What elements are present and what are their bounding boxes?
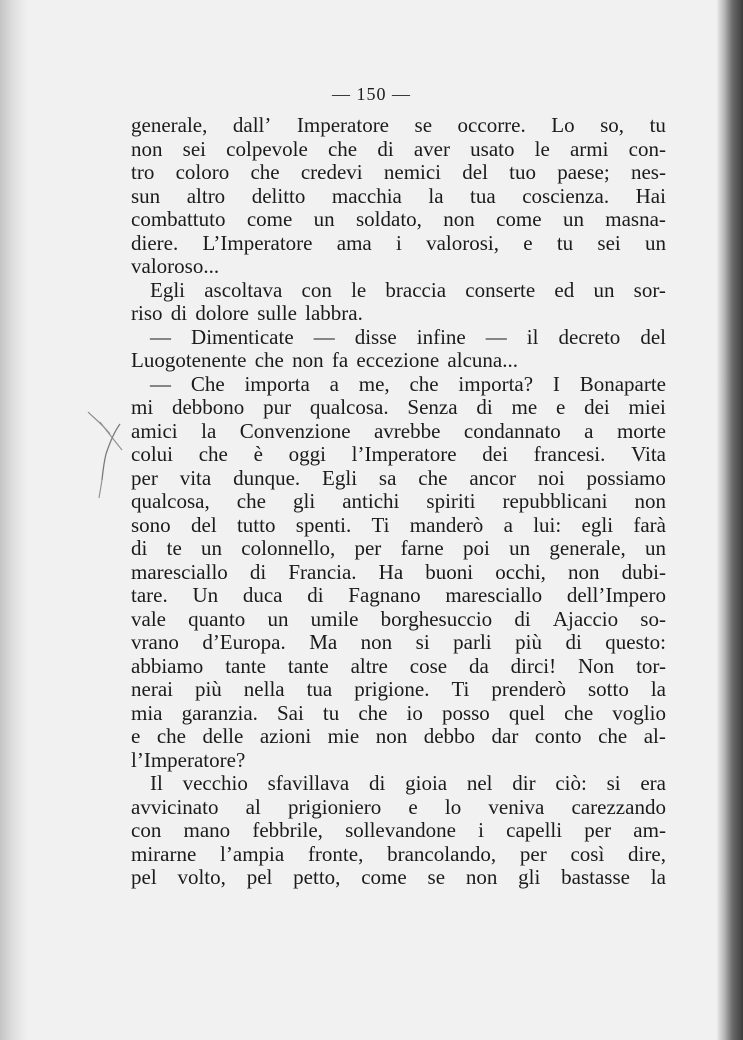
page-number: — 150 — [332, 84, 411, 104]
text-line: con mano febbrile, sollevandone i capelli per am- [131, 818, 666, 842]
text-line: l’Imperatore? [131, 747, 246, 772]
text-line: colui che è oggi l’Imperatore dei francesi. Vita [131, 442, 666, 466]
text-line: di te un colonnello, per farne poi un generale, un [131, 536, 666, 560]
text-line: Luogotenente che non fa eccezione alcuna... [131, 348, 518, 372]
text-line: maresciallo di Francia. Ha buoni occhi, non dubi- [131, 559, 666, 584]
text-line: — Che importa a me, che importa? I Bonaparte [150, 371, 666, 396]
text-line: pel volto, pel petto, come se non gli bastasse la [131, 865, 666, 889]
text-line: amici la Convenzione avrebbe condannato a morte [131, 418, 666, 443]
text-line: vrano d’Europa. Ma non si parli più di questo: [131, 630, 666, 654]
text-line: — Dimenticate — disse infine — il decreto del [150, 324, 666, 349]
text-line: vale quanto un umile borghesuccio di Ajaccio so- [131, 606, 666, 631]
text-line: combattuto come un soldato, non come un masna- [131, 207, 666, 231]
body-text [131, 114, 666, 890]
text-line: avvicinato al prigioniero e lo veniva carezzando [131, 794, 666, 819]
text-line: qualcosa, che gli antichi spiriti repubblicani non [131, 489, 666, 513]
text-line: Il vecchio sfavillava di gioia nel dir ciò: si era [150, 771, 666, 795]
text-line: e che delle azioni mie non debbo dar conto che al- [131, 724, 666, 748]
text-line: diere. L’Imperatore ama i valorosi, e tu sei un [131, 230, 666, 255]
binding-shadow [0, 0, 28, 1040]
text-line: mirarne l’ampia fronte, brancolando, per così dire, [131, 841, 666, 866]
text-line: tare. Un duca di Fagnano maresciallo dell’Impero [131, 583, 666, 607]
text-line: non sei colpevole che di aver usato le armi con- [131, 136, 666, 161]
text-line: sun altro delitto macchia la tua coscienza. Hai [131, 183, 666, 208]
text-line: per vita dunque. Egli sa che ancor noi possiamo [131, 465, 666, 490]
text-line: tro coloro che credevi nemici del tuo paese; nes- [131, 160, 666, 184]
text-line: valoroso... [131, 254, 220, 278]
text-line: nerai più nella tua prigione. Ti prenderò sotto la [131, 677, 666, 701]
text-line: mi debbono pur qualcosa. Senza di me e dei miei [131, 395, 666, 419]
text-line: Egli ascoltava con le braccia conserte ed un sor- [150, 277, 666, 302]
text-line: riso di dolore sulle labbra. [131, 301, 363, 325]
text-line: mia garanzia. Sai tu che io posso quel che voglio [131, 700, 666, 725]
text-line: abbiamo tante tante altre cose da dirci! Non tor- [131, 653, 666, 678]
page-edge [717, 0, 743, 1040]
text-line: generale, dall’ Imperatore se occorre. Lo so, tu [131, 113, 666, 137]
pencil-margin-mark [84, 408, 132, 500]
text-line: sono del tutto spenti. Ti manderò a lui: egli farà [131, 512, 666, 537]
